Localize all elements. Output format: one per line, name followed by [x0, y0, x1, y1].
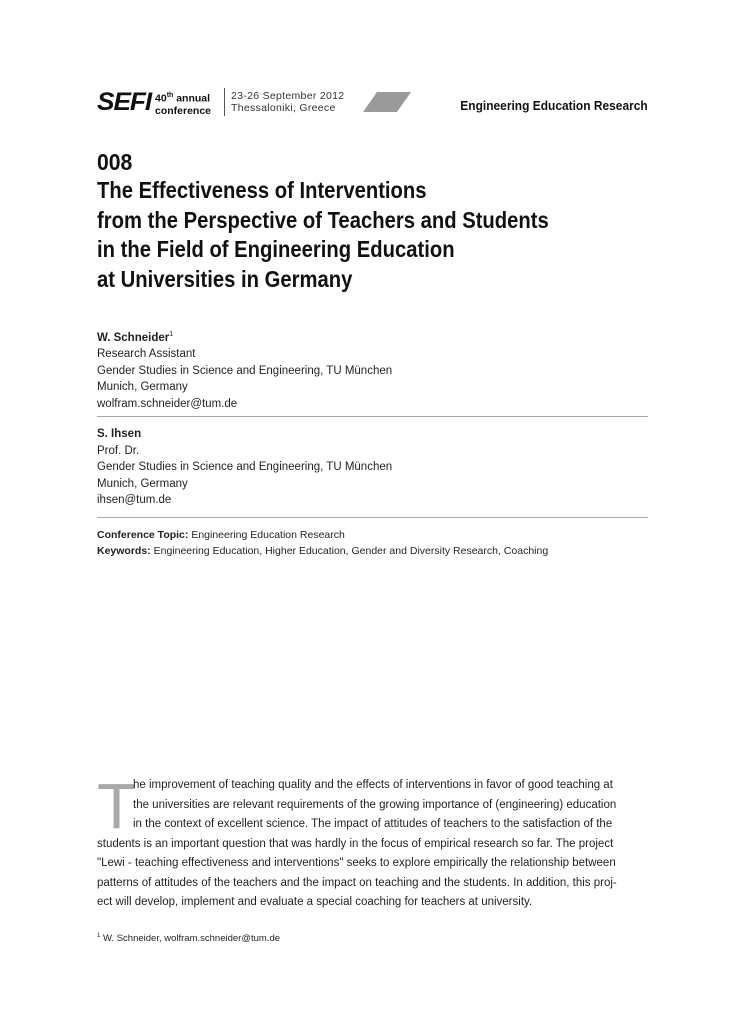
conference-annual: annual: [173, 92, 211, 105]
author-email[interactable]: wolfram.schneider@tum.de: [97, 397, 238, 410]
sefi-logo: SEFI: [97, 88, 152, 116]
conference-number-suffix: th: [166, 92, 174, 99]
paper-title: [97, 176, 643, 294]
conference-dates: [231, 90, 344, 114]
author-location: Munich, Germany: [97, 381, 188, 394]
abstract-line: the universities are relevant requirements of the growing importance of (engineering) education: [133, 798, 617, 811]
title-line: in the Field of Engineering Education: [97, 236, 455, 262]
footnote: [97, 933, 280, 944]
conference-header: [97, 88, 648, 118]
conference-location: Thessaloniki, Greece: [231, 102, 336, 114]
author-email[interactable]: ihsen@tum.de: [97, 494, 172, 506]
drop-cap: T: [97, 770, 137, 842]
author-name: W. Schneider: [97, 331, 170, 344]
abstract-line: in the context of excellent science. The impact of attitudes of teachers to the satisfaction of the: [133, 818, 613, 830]
author-location: Munich, Germany: [97, 477, 188, 490]
abstract-line: "Lewi - teaching effectiveness and interventions" seeks to explore empirically the relationship between: [97, 857, 616, 869]
abstract-line: he improvement of teaching quality and the effects of interventions in favor of good teaching at: [133, 779, 613, 791]
conference-number: 40: [155, 92, 167, 105]
title-line: The Effectiveness of Interventions: [97, 177, 427, 203]
author-footnote-mark: 1: [169, 331, 174, 338]
author-position: Prof. Dr.: [97, 444, 140, 457]
topic-value: Engineering Education Research: [188, 529, 345, 541]
title-line: at Universities in Germany: [97, 265, 353, 292]
keywords-label: Keywords:: [97, 545, 151, 557]
divider-line: [97, 416, 648, 417]
conference-word: conference: [155, 104, 212, 117]
title-line: from the Perspective of Teachers and Students: [97, 206, 549, 233]
abstract-line: students is an important question that was hardly in the focus of empirical research so far. The project: [97, 837, 614, 850]
abstract-line: ect will develop, implement and evaluate a special coaching for teachers at university.: [97, 896, 533, 908]
author-name: S. Ihsen: [97, 428, 142, 440]
author-block: [97, 426, 392, 509]
paper-number: 008: [97, 149, 133, 175]
author-affiliation: Gender Studies in Science and Engineering, TU München: [97, 461, 393, 473]
topic-label: Conference Topic:: [97, 529, 189, 541]
keywords: [97, 543, 548, 559]
author-position: Research Assistant: [97, 348, 196, 361]
footnote-mark: 1: [97, 933, 101, 939]
author-block: [97, 327, 392, 412]
divider-line: [97, 517, 648, 518]
keywords-value: Engineering Education, Higher Education, Gender and Diversity Research, Coaching: [150, 545, 549, 557]
conference-label: [155, 90, 211, 117]
footnote-text: W. Schneider, wolfram.schneider@tum.de: [100, 933, 281, 945]
decorative-parallelogram-icon: [363, 92, 411, 112]
author-affiliation: Gender Studies in Science and Engineering, TU München: [97, 364, 393, 377]
conference-topic: [97, 527, 345, 543]
header-divider: [224, 88, 225, 116]
section-title: Engineering Education Research: [460, 98, 648, 113]
conference-date-range: 23-26 September 2012: [231, 90, 345, 102]
abstract-line: patterns of attitudes of the teachers and the impact on teaching and the students. In addition, this proj-: [97, 876, 617, 889]
